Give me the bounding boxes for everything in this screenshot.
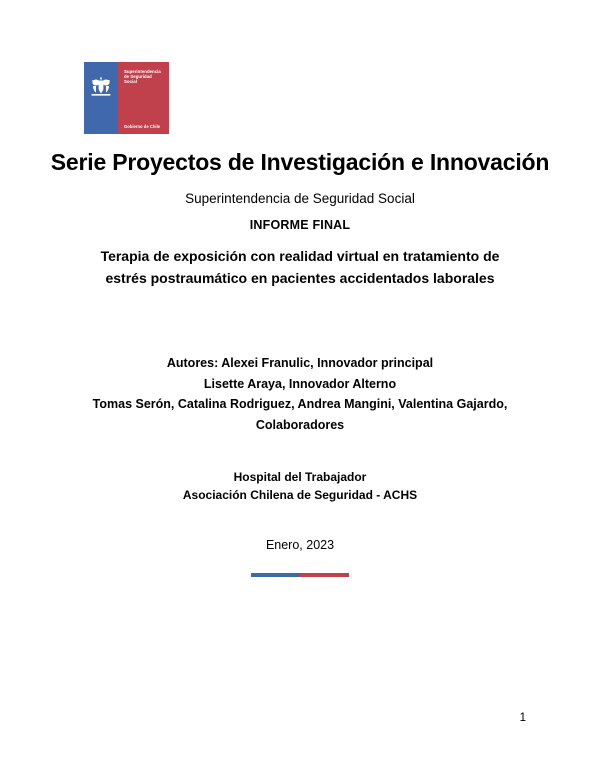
logo-graphic — [84, 62, 169, 134]
organization-name: Superintendencia de Seguridad Social — [185, 191, 415, 206]
decorative-divider — [251, 573, 349, 577]
author-line: Autores: Alexei Franulic, Innovador principal — [166, 356, 434, 370]
research-title-line: estrés postraumático en pacientes accidentados laborales — [105, 270, 495, 286]
divider-blue-segment — [251, 573, 300, 577]
author-line: Tomas Serón, Catalina Rodriguez, Andrea Mangini, Valentina Gajardo, — [92, 397, 508, 411]
institution-block — [0, 468, 600, 504]
author-line: Lisette Araya, Innovador Alterno — [203, 376, 397, 391]
divider-red-segment — [300, 573, 349, 577]
authors-block — [0, 353, 600, 435]
report-type-label: INFORME FINAL — [249, 218, 351, 232]
coat-of-arms-icon — [89, 76, 113, 98]
publication-date: Enero, 2023 — [265, 538, 335, 552]
logo-blue-panel — [84, 62, 118, 134]
logo-red-panel — [118, 62, 169, 134]
institution-line: Hospital del Trabajador — [233, 470, 367, 484]
author-line: Colaboradores — [255, 417, 345, 432]
logo-title-text: Superintendencia de Seguridad Social — [124, 69, 161, 85]
page-number: 1 — [519, 712, 526, 724]
institution-line: Asociación Chilena de Seguridad - ACHS — [182, 488, 418, 502]
research-title — [0, 245, 600, 289]
institutional-logo — [84, 62, 169, 134]
logo-government-text: Gobierno de Chile — [124, 124, 161, 129]
research-title-line: Terapia de exposición con realidad virtual en tratamiento de — [100, 248, 500, 264]
series-title: Serie Proyectos de Investigación e Innovación — [50, 149, 550, 175]
